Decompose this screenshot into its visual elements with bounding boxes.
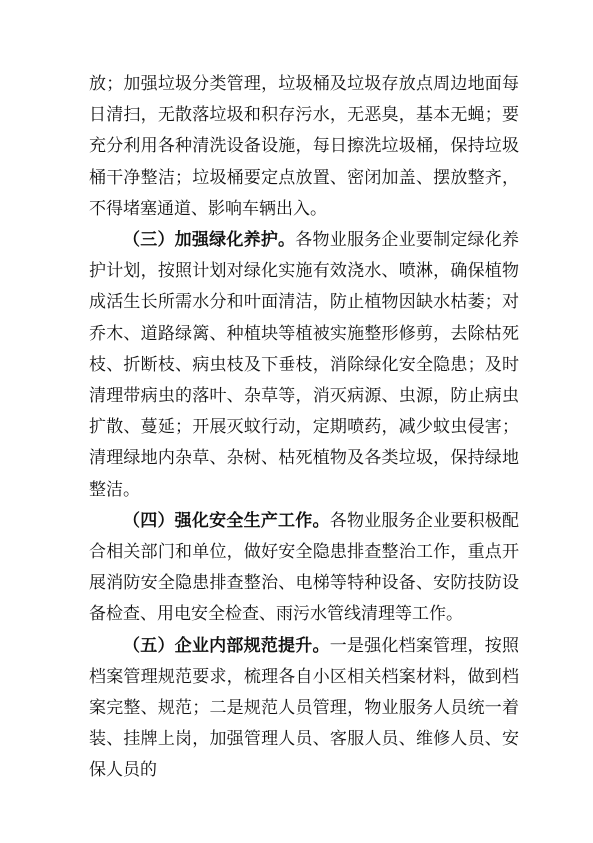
paragraph-continuation — [89, 69, 519, 225]
paragraph-heading: （三）加强绿化养护。 — [123, 230, 296, 251]
paragraph-body: 放；加强垃圾分类管理，垃圾桶及垃圾存放点周边地面每日清扫，无散落垃圾和积存污水，无恶臭，基本无蝇；要充分利用各种清洗设备设施，每日擦洗垃圾桶，保持垃圾桶干净整洁；垃圾桶要定点放置、密闭加盖、摆放整齐，不得堵塞通道、影响车辆出入。 — [89, 74, 519, 219]
paragraph-safety — [89, 506, 519, 631]
paragraph-body: 各物业服务企业要积极配合相关部门和单位，做好安全隐患排查整治工作，重点开展消防安全隐患排查整治、电梯等特种设备、安防技防设备检查、用电安全检查、雨污水管线清理等工作。 — [89, 510, 520, 625]
paragraph-greening — [89, 225, 519, 506]
paragraph-heading: （四）强化安全生产工作。 — [123, 510, 330, 531]
document-body — [89, 69, 519, 787]
paragraph-heading: （五）企业内部规范提升。 — [123, 635, 330, 656]
paragraph-body: 一是强化档案管理，按照档案管理规范要求，梳理各自小区相关档案材料，做到档案完整、规范；二是规范人员管理，物业服务人员统一着装、挂牌上岗，加强管理人员、客服人员、维修人员、安保人员的 — [89, 635, 520, 781]
paragraph-body: 各物业服务企业要制定绿化养护计划，按照计划对绿化实施有效浇水、喷淋，确保植物成活生长所需水分和叶面清洁，防止植物因缺水枯萎；对乔木、道路绿篱、种植块等植被实施整形修剪，去除枯死枝、折断枝、病虫枝及下垂枝，消除绿化安全隐患；及时清理带病虫的落叶、杂草等，消灭病源、虫源，防止病虫扩散、蔓延；开展灭蚊行动，定期喷药，减少蚊虫侵害；清理绿地内杂草、杂树、枯死植物及各类垃圾，保持绿地整洁。 — [89, 230, 520, 500]
paragraph-internal-standards — [89, 631, 519, 787]
